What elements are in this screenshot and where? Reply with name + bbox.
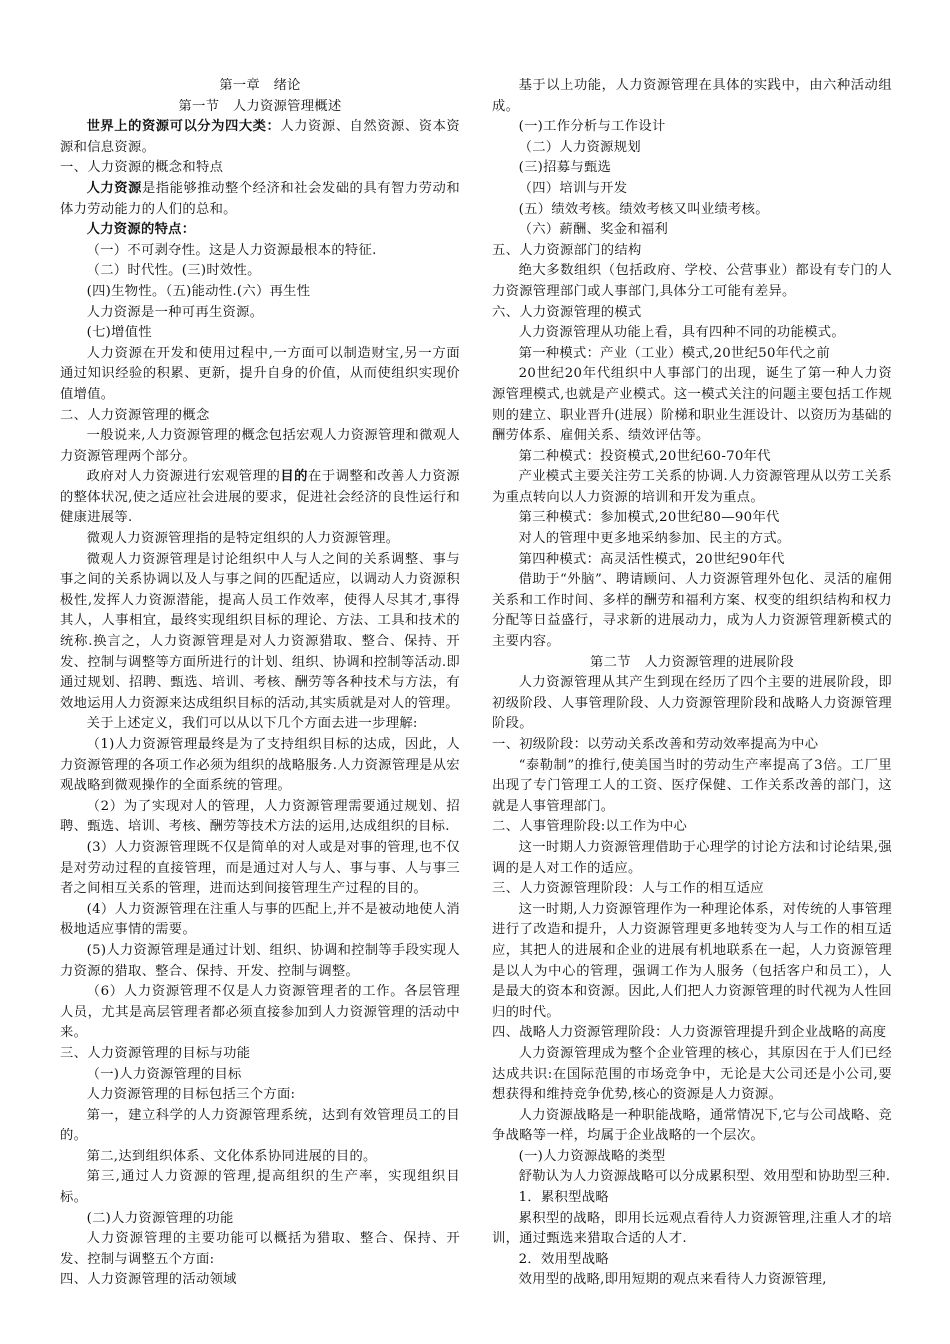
- paragraph: (一)工作分析与工作设计: [518, 119, 666, 135]
- paragraph: 三、人力资源管理阶段：人与工作的相互适应: [492, 881, 764, 897]
- paragraph: 舒勒认为人力资源战略可以分成累积型、效用型和协助型三种.: [518, 1169, 891, 1185]
- bold-text: 人力资源: [86, 180, 142, 196]
- paragraph: (七)增值性: [86, 325, 152, 341]
- paragraph: 第三,通过人力资源的管理,提高组织的生产率，实现组织目标。: [60, 1169, 460, 1206]
- paragraph: 对人的管理中更多地采纳参加、民主的方式。: [518, 531, 791, 547]
- paragraph: 人力资源战略是一种职能战略，通常情况下,它与公司战略、竞争战略等一样，均属于企业战略的一个层次。: [492, 1107, 892, 1144]
- paragraph: 二、人力资源管理的概念: [60, 407, 210, 423]
- paragraph: 这一时期,人力资源管理作为一种理论体系，对传统的人事管理进行了改造和提升，人力资源管理更多地转变为人与工作的相互适应，其把人的进展和企业的进展有机地联系在一起，人力资源管理是以人为中心的管理，强调工作为人服务（包括客户和员工），人是最大的资本和资源。因此,人们把人力资源管理的时代视为人性回归的时代。: [492, 901, 892, 1020]
- paragraph: （一)人力资源管理的目标: [86, 1066, 242, 1082]
- text-run: 政府对人力资源进行宏观管理的: [86, 469, 281, 485]
- paragraph: 人力资源管理从其产生到现在经历了四个主要的进展阶段，即初级阶段、人事管理阶段、人力资源管理阶段和战略人力资源管理阶段。: [492, 675, 892, 732]
- paragraph: （二）人力资源规划: [518, 139, 641, 155]
- paragraph: 20世纪20年代组织中人事部门的出现，诞生了第一种人力资源管理模式,也就是产业模式。这一模式关注的问题主要包括工作规则的建立、职业晋升(进展）阶梯和职业生涯设计、以资历为基础的酬劳体系、雇佣关系、绩效评估等。: [492, 366, 892, 444]
- paragraph: 四、人力资源管理的活动领域: [60, 1272, 237, 1288]
- paragraph: 产业模式主要关注劳工关系的协调.人力资源管理从以劳工关系为重点转向以人力资源的培训和开发为重点。: [492, 469, 892, 505]
- paragraph: 人力资源在开发和使用过程中,一方面可以制造财宝,另一方面通过知识经验的积累、更新，提升自身的价值，从而使组织实现价值增值。: [60, 345, 460, 402]
- paragraph: “泰勒制”的推行,使美国当时的劳动生产率提高了3倍。工厂里出现了专门管理工人的工资、医疗保健、工作关系改善的部门，这就是人事管理部门。: [492, 757, 892, 814]
- paragraph: 第一种模式：产业（工业）模式,20世纪50年代之前: [518, 345, 831, 361]
- paragraph: (五）绩效考核。绩效考核又叫业绩考核。: [518, 201, 769, 217]
- paragraph: 第二节 人力资源管理的进展阶段: [590, 654, 794, 670]
- paragraph: (5)人力资源管理是通过计划、组织、协调和控制等手段实现人力资源的猎取、整合、保持、开发、控制与调整。: [60, 942, 460, 979]
- text-run: 人力资源、自然资源、资本资源和信息资源。: [60, 119, 461, 155]
- paragraph: （二）时代性。(三)时效性。: [86, 263, 261, 279]
- bold-text: 人力资源的特点：: [86, 222, 196, 238]
- paragraph: 2．效用型战略: [518, 1251, 609, 1267]
- paragraph: 六、人力资源管理的模式: [492, 304, 642, 320]
- bold-text: 世界上的资源可以分为四大类：: [86, 119, 281, 135]
- paragraph: 第二,达到组织体系、文化体系协同进展的目的。: [86, 1148, 377, 1164]
- right-column: [492, 76, 892, 1291]
- paragraph: 人力资源管理的主要功能可以概括为猎取、整合、保持、开发、控制与调整五个方面:: [60, 1231, 460, 1267]
- paragraph: (二)人力资源管理的功能: [86, 1210, 234, 1226]
- paragraph: （四）培训与开发: [518, 180, 628, 196]
- paragraph: 二、人事管理阶段:以工作为中心: [492, 819, 688, 835]
- paragraph: （1)人力资源管理最终是为了支持组织目标的达成，因此，人力资源管理的各项工作必须为组织的战略服务.人力资源管理是从宏观战略到微观操作的全面系统的管理。: [60, 737, 460, 794]
- paragraph: 一、人力资源的概念和特点: [60, 160, 224, 176]
- paragraph: (三)招募与甄选: [518, 160, 612, 176]
- paragraph: 人力资源管理从功能上看，具有四种不同的功能模式。: [518, 325, 845, 341]
- paragraph: 第一章 绪论: [219, 78, 301, 93]
- paragraph: (4）人力资源管理在注重人与事的匹配上,并不是被动地使人消极地适应事情的需要。: [60, 901, 460, 938]
- paragraph: 一般说来,人力资源管理的概念包括宏观人力资源管理和微观人力资源管理两个部分。: [60, 428, 460, 464]
- paragraph: 绝大多数组织（包括政府、学校、公营事业）都设有专门的人力资源管理部门或人事部门,具体分工可能有差异。: [492, 263, 892, 299]
- paragraph: 1．累积型战略: [518, 1190, 609, 1206]
- paragraph: 第二种模式：投资模式,20世纪60-70年代: [518, 448, 771, 464]
- left-column: [60, 76, 460, 1291]
- paragraph: [60, 220, 460, 241]
- paragraph: [60, 117, 460, 158]
- paragraph: （六）薪酬、奖金和福利: [518, 222, 669, 238]
- bold-text: 目的: [280, 469, 309, 485]
- paragraph: 一、初级阶段：以劳动关系改善和劳动效率提高为中心: [492, 737, 819, 752]
- paragraph: 第四种模式：高灵活性模式，20世纪90年代: [518, 551, 785, 567]
- paragraph: [60, 179, 460, 220]
- paragraph: （2）为了实现对人的管理，人力资源管理需要通过规划、招聘、甄选、培训、考核、酬劳等技术方法的运用,达成组织的目标.: [60, 798, 460, 835]
- paragraph: 第三种模式：参加模式,20世纪80—90年代: [518, 510, 780, 526]
- paragraph: 累积型的战略，即用长远观点看待人力资源管理,注重人才的培训，通过甄选来猎取合适的人才.: [492, 1210, 892, 1247]
- paragraph: 人力资源是一种可再生资源。: [86, 304, 264, 320]
- paragraph: 效用型的战略,即用短期的观点来看待人力资源管理,: [518, 1272, 827, 1288]
- paragraph: (四)生物性。（五)能动性.(六）再生性: [86, 283, 311, 299]
- text-run: 在于调整和改善人力资源的整体状况,使之适应社会进展的要求，促进社会经济的良性运行和健康进展等.: [60, 469, 460, 526]
- paragraph: 第一，建立科学的人力资源管理系统，达到有效管理员工的目的。: [60, 1107, 460, 1144]
- paragraph: 微观人力资源管理指的是特定组织的人力资源管理。: [86, 531, 400, 547]
- paragraph: [60, 467, 460, 529]
- paragraph: 微观人力资源管理是讨论组织中人与人之间的关系调整、事与事之间的关系协调以及人与事之间的匹配适应，以调动人力资源积极性,发挥人力资源潜能，提高人员工作效率，使得人尽其才,事得其人，人事相宜，最终实现组织目标的理论、方法、工具和技术的统称.换言之，人力资源管理是对人力资源猎取、整合、保持、开发、控制与调整等方面所进行的计划、组织、协调和控制等活动.即通过规划、招聘、甄选、培训、考核、酬劳等各种技术与方法，有效地运用人力资源来达成组织目标的活动,其实质就是对人的管理。: [60, 551, 460, 711]
- paragraph: （6）人力资源管理不仅是人力资源管理者的工作。各层管理人员，尤其是高层管理者都必须直接参加到人力资源管理的活动中来。: [60, 984, 460, 1041]
- paragraph: 人力资源管理的目标包括三个方面:: [86, 1087, 296, 1103]
- paragraph: （一）不可剥夺性。这是人力资源最根本的特征.: [86, 242, 377, 258]
- paragraph: 五、人力资源部门的结构: [492, 242, 642, 258]
- paragraph: (3）人力资源管理既不仅是简单的对人或是对事的管理,也不仅是对劳动过程的直接管理，而是通过对人与人、事与事、人与事三者之间相互关系的管理，进而达到间接管理生产过程的目的。: [60, 839, 460, 897]
- paragraph: 三、人力资源管理的目标与功能: [60, 1045, 251, 1061]
- paragraph: 借助于“外脑”、聘请顾问、人力资源管理外包化、灵活的雇佣关系和工作时间、多样的酬劳和福利方案、权变的组织结构和权力分配等日益盛行，寻求新的进展动力，成为人力资源管理新模式的主要内容。: [492, 572, 892, 650]
- paragraph: 这一时期人力资源管理借助于心理学的讨论方法和讨论结果,强调的是人对工作的适应。: [492, 839, 892, 876]
- paragraph: 人力资源管理成为整个企业管理的核心，其原因在于人们已经达成共识:在国际范围的市场竞争中，无论是大公司还是小公司,要想获得和维持竞争优势,核心的资源是人力资源。: [492, 1045, 892, 1103]
- text-run: 是指能够推动整个经济和社会发础的具有智力劳动和体力劳动能力的人们的总和。: [60, 180, 460, 217]
- paragraph: 四、战略人力资源管理阶段：人力资源管理提升到企业战略的高度: [492, 1025, 887, 1041]
- paragraph: 关于上述定义，我们可以从以下几个方面去进一步理解:: [86, 716, 418, 732]
- paragraph: 基于以上功能，人力资源管理在具体的实践中，由六种活动组成。: [492, 78, 892, 114]
- paragraph: (一)人力资源战略的类型: [518, 1148, 666, 1164]
- paragraph: 第一节 人力资源管理概述: [178, 98, 342, 114]
